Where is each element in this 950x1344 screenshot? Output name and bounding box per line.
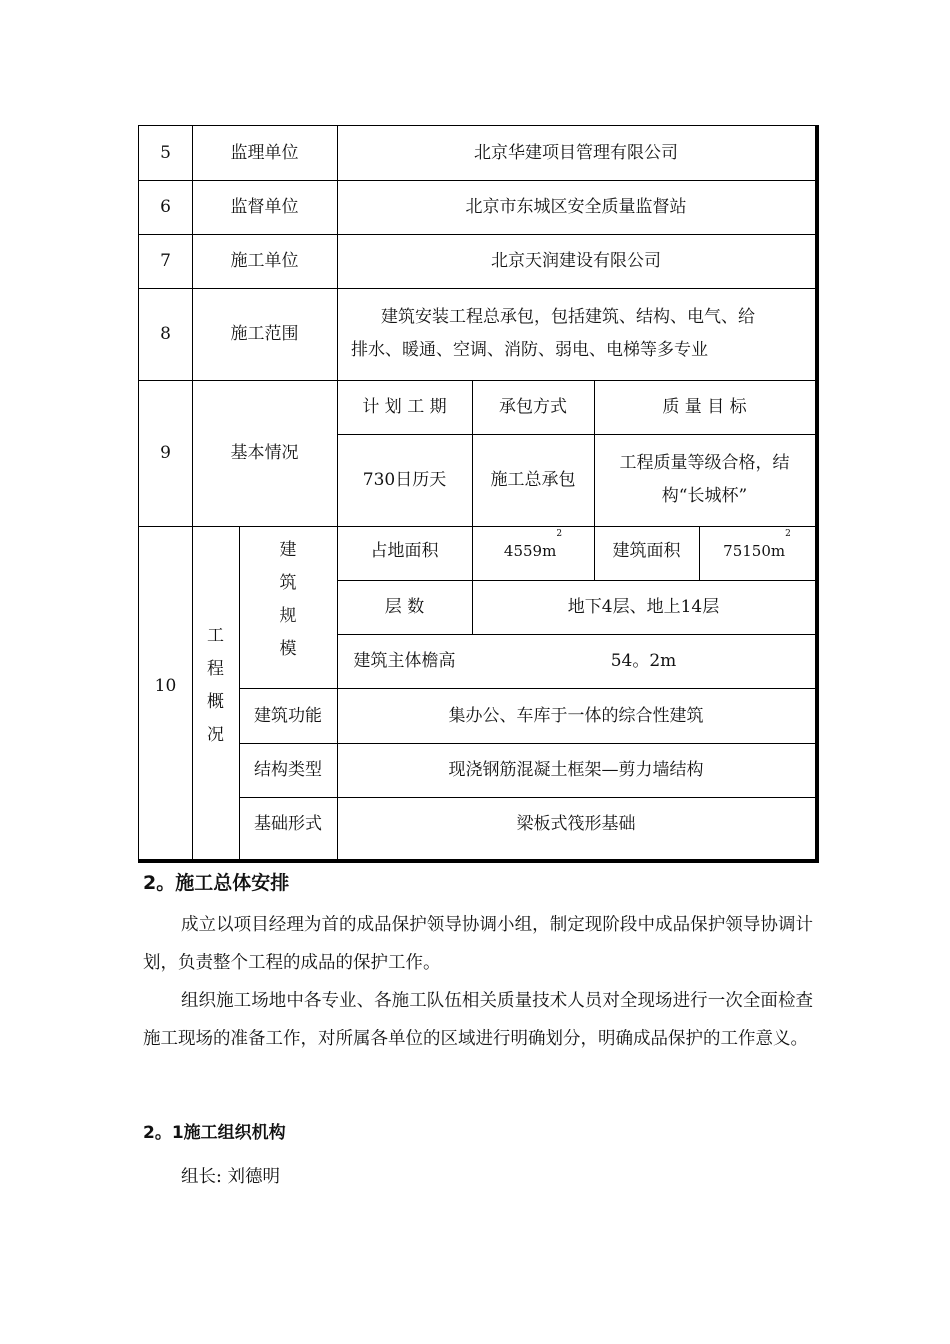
row-value: 北京华建项目管理有限公司 [474, 143, 678, 163]
row-value: 北京市东城区安全质量监督站 [465, 197, 687, 217]
foundation-label: 基础形式 [254, 814, 322, 834]
structure-label: 结构类型 [254, 760, 322, 780]
row-number: 9 [160, 443, 171, 463]
row-number: 5 [160, 143, 171, 163]
row-label: 施工单位 [230, 251, 299, 271]
overview-group-label [192, 526, 239, 846]
row-number: 8 [160, 324, 171, 344]
project-info-table [138, 125, 819, 863]
floors-label: 层 数 [384, 597, 425, 617]
row-label: 施工范围 [230, 324, 299, 344]
row-label: 监督单位 [230, 197, 299, 217]
header-quality: 质 量 目 标 [662, 397, 747, 417]
quality-line-1: 工程质量等级合格，结 [619, 453, 790, 473]
row-number: 6 [160, 197, 171, 217]
quality-line-2: 构“长城杯” [661, 486, 748, 506]
scope-line-1: 建筑安装工程总承包，包括建筑、结构、电气、给 [381, 307, 755, 327]
char: 况 [207, 725, 224, 745]
char: 模 [279, 639, 297, 659]
header-contract: 承包方式 [499, 397, 567, 417]
row-label: 基本情况 [230, 443, 299, 463]
char: 工 [207, 626, 224, 646]
leader-line: 组长: 刘德明 [181, 1167, 280, 1187]
duration-value: 730日历天 [362, 470, 447, 490]
row-number: 10 [154, 676, 177, 696]
scale-label [239, 526, 337, 688]
quality-value [594, 434, 815, 526]
char: 概 [207, 692, 224, 712]
floors-value: 地下4层、地上14层 [567, 597, 720, 617]
building-area-label: 建筑面积 [612, 541, 681, 561]
row-label: 监理单位 [230, 143, 299, 163]
function-value: 集办公、车库于一体的综合性建筑 [448, 705, 704, 726]
height-value: 54。2m [610, 651, 677, 671]
char: 规 [279, 606, 297, 626]
char: 程 [207, 659, 224, 679]
row-value: 北京天润建设有限公司 [491, 251, 661, 271]
header-duration: 计 划 工 期 [362, 397, 447, 417]
scope-value [337, 288, 815, 380]
subsection-heading: 2。1施工组织机构 [143, 1123, 286, 1143]
paragraph: 组织施工场地中各专业、各施工队伍相关质量技术人员对全现场进行一次全面检查施工现场的准备工作，对所属各单位的区域进行明确划分，明确成品保护的工作意义。 [143, 991, 813, 1049]
paragraph: 成立以项目经理为首的成品保护领导协调小组，制定现阶段中成品保护领导协调计划，负责整个工程的成品的保护工作。 [143, 915, 813, 973]
building-area-number: 75150m [723, 542, 786, 560]
char: 建 [279, 540, 297, 560]
land-area-number: 4559m [503, 542, 557, 560]
scope-line-2: 排水、暖通、空调、消防、弱电、电梯等多专业 [351, 340, 708, 360]
section-heading: 2。施工总体安排 [143, 872, 290, 894]
contract-value: 施工总承包 [490, 470, 576, 490]
foundation-value: 梁板式筏形基础 [516, 814, 636, 834]
structure-value: 现浇钢筋混凝土框架—剪力墙结构 [448, 760, 704, 780]
row-number: 7 [160, 251, 171, 271]
land-area-label: 占地面积 [370, 541, 439, 561]
function-label: 建筑功能 [254, 705, 322, 726]
building-area-value: 75150m 2 [699, 526, 815, 580]
char: 筑 [279, 573, 297, 593]
height-label: 建筑主体檐高 [353, 651, 456, 671]
land-area-value: 4559m 2 [472, 526, 594, 580]
